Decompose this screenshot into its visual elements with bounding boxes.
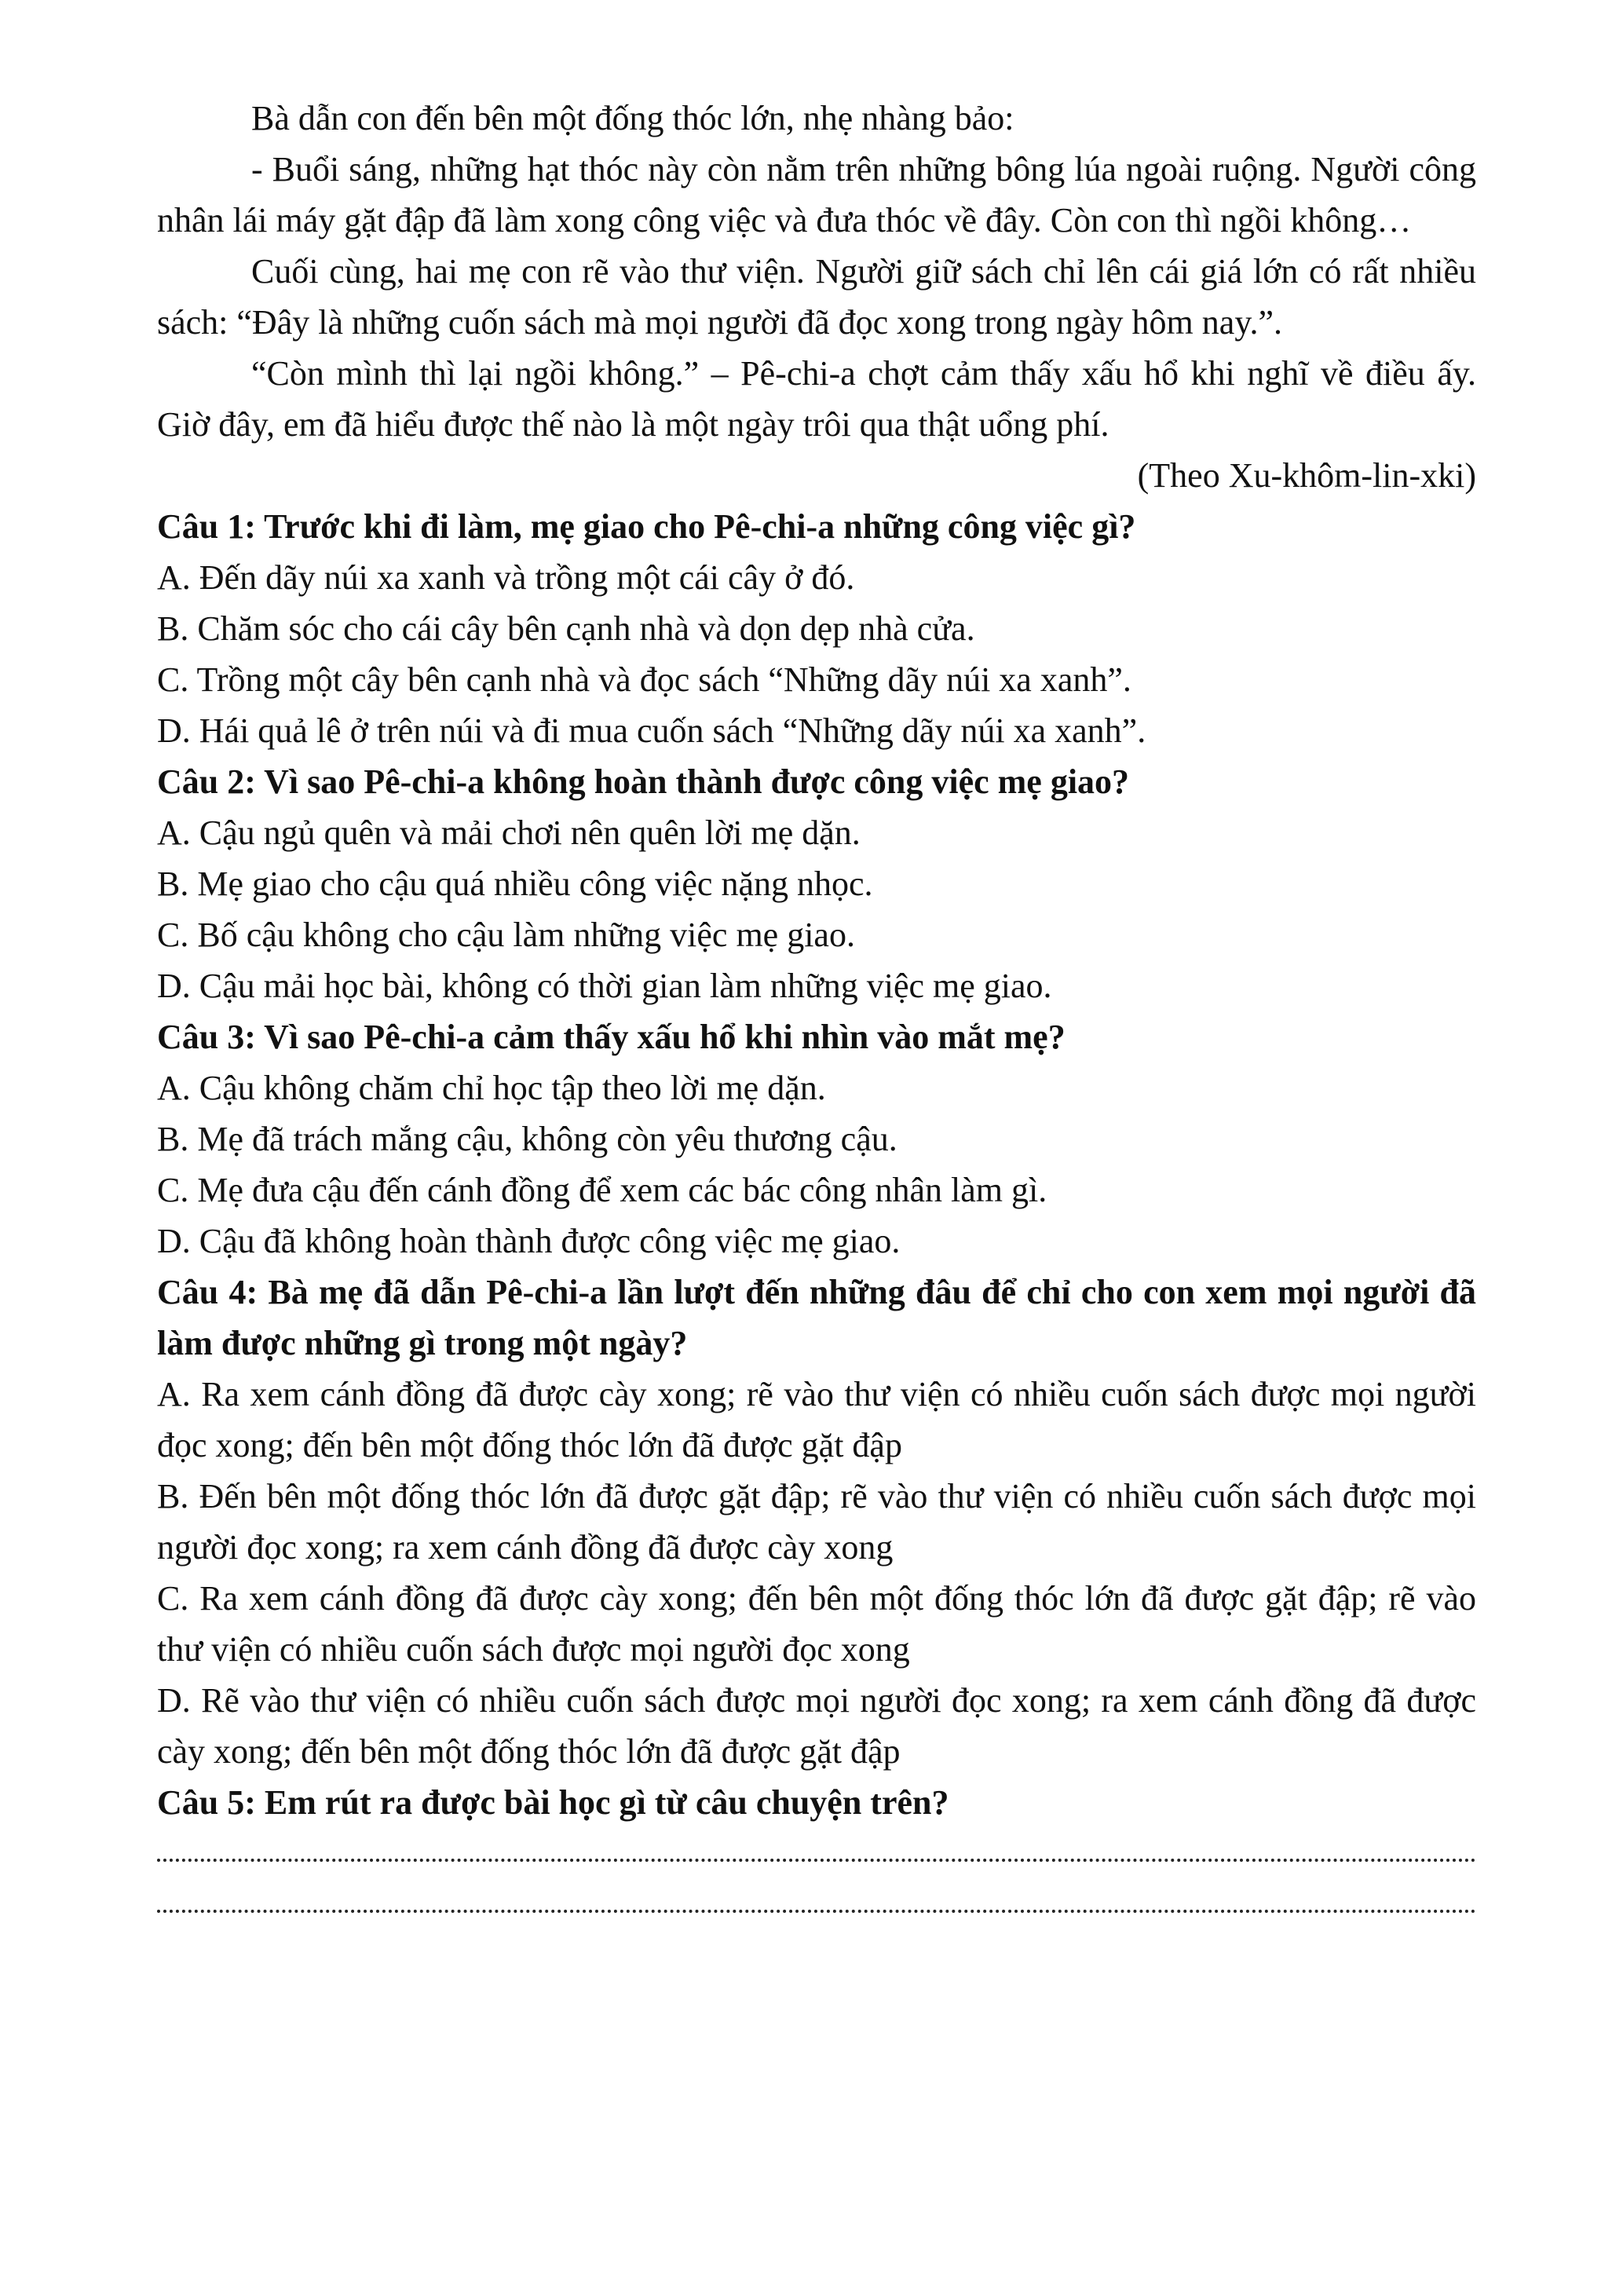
answer-option-a: A. Cậu không chăm chỉ học tập theo lời mẹ dặn. — [157, 1069, 826, 1107]
answer-option-d: D. Cậu mải học bài, không có thời gian làm những việc mẹ giao. — [157, 967, 1052, 1005]
answer-option-d: D. Hái quả lê ở trên núi và đi mua cuốn sách “Những dãy núi xa xanh”. — [157, 711, 1146, 750]
answer-option-a: A. Ra xem cánh đồng đã được cày xong; rẽ vào thư viện có nhiều cuốn sách được mọi người đọc xong; đến bên một đống thóc lớn đã được gặt đập — [157, 1375, 1476, 1464]
answer-line[interactable] — [157, 1828, 1476, 1879]
answer-option-d: D. Cậu đã không hoàn thành được công việc mẹ giao. — [157, 1222, 901, 1260]
worksheet-page — [157, 93, 1476, 1930]
story-source: (Theo Xu-khôm-lin-xki) — [1137, 456, 1476, 495]
answer-option-a: A. Cậu ngủ quên và mải chơi nên quên lời mẹ dặn. — [157, 813, 861, 852]
question-3 — [157, 1011, 1476, 1267]
answer-option-c: C. Mẹ đưa cậu đến cánh đồng để xem các bác công nhân làm gì. — [157, 1171, 1047, 1209]
answer-line[interactable] — [157, 1879, 1476, 1930]
answer-option-b: B. Mẹ đã trách mắng cậu, không còn yêu thương cậu. — [157, 1120, 897, 1158]
answer-option-c: C. Ra xem cánh đồng đã được cày xong; đến bên một đống thóc lớn đã được gặt đập; rẽ vào thư viện có nhiều cuốn sách được mọi người đọc xong — [157, 1579, 1476, 1669]
question-title: Câu 4: Bà mẹ đã dẫn Pê-chi-a lần lượt đến những đâu để chỉ cho con xem mọi người đã làm được những gì trong một ngày? — [157, 1273, 1476, 1362]
question-title: Câu 5: Em rút ra được bài học gì từ câu chuyện trên? — [157, 1783, 949, 1822]
answer-option-a: A. Đến dãy núi xa xanh và trồng một cái cây ở đó. — [157, 558, 855, 597]
question-title: Câu 3: Vì sao Pê-chi-a cảm thấy xấu hổ khi nhìn vào mắt mẹ? — [157, 1018, 1066, 1056]
dotted-line — [157, 1910, 1476, 1913]
answer-option-c: C. Bố cậu không cho cậu làm những việc mẹ giao. — [157, 916, 855, 954]
answer-option-d: D. Rẽ vào thư viện có nhiều cuốn sách được mọi người đọc xong; ra xem cánh đồng đã được cày xong; đến bên một đống thóc lớn đã được gặt đập — [157, 1681, 1476, 1771]
question-4 — [157, 1267, 1476, 1777]
question-2 — [157, 756, 1476, 1011]
question-1 — [157, 501, 1476, 756]
story-paragraph: Bà dẫn con đến bên một đống thóc lớn, nhẹ nhàng bảo: — [251, 99, 1014, 137]
question-5 — [157, 1777, 1476, 1930]
story-passage — [157, 93, 1476, 501]
answer-option-b: B. Chăm sóc cho cái cây bên cạnh nhà và dọn dẹp nhà cửa. — [157, 609, 975, 648]
answer-option-b: B. Đến bên một đống thóc lớn đã được gặt đập; rẽ vào thư viện có nhiều cuốn sách được mọi người đọc xong; ra xem cánh đồng đã được cày xong — [157, 1477, 1476, 1567]
story-paragraph: - Buổi sáng, những hạt thóc này còn nằm trên những bông lúa ngoài ruộng. Người công nhân lái máy gặt đập đã làm xong công việc và đưa thóc về đây. Còn con thì ngồi không… — [157, 150, 1476, 239]
dotted-line — [157, 1859, 1476, 1862]
question-title: Câu 2: Vì sao Pê-chi-a không hoàn thành được công việc mẹ giao? — [157, 762, 1130, 801]
answer-option-b: B. Mẹ giao cho cậu quá nhiều công việc nặng nhọc. — [157, 865, 873, 903]
answer-option-c: C. Trồng một cây bên cạnh nhà và đọc sách “Những dãy núi xa xanh”. — [157, 660, 1131, 699]
story-paragraph: “Còn mình thì lại ngồi không.” – Pê-chi-a chợt cảm thấy xấu hổ khi nghĩ về điều ấy. Giờ đây, em đã hiểu được thế nào là một ngày trôi qua thật uổng phí. — [157, 354, 1476, 444]
story-paragraph: Cuối cùng, hai mẹ con rẽ vào thư viện. Người giữ sách chỉ lên cái giá lớn có rất nhiều sách: “Đây là những cuốn sách mà mọi người đã đọc xong trong ngày hôm nay.”. — [157, 252, 1476, 342]
question-title: Câu 1: Trước khi đi làm, mẹ giao cho Pê-chi-a những công việc gì? — [157, 507, 1136, 546]
